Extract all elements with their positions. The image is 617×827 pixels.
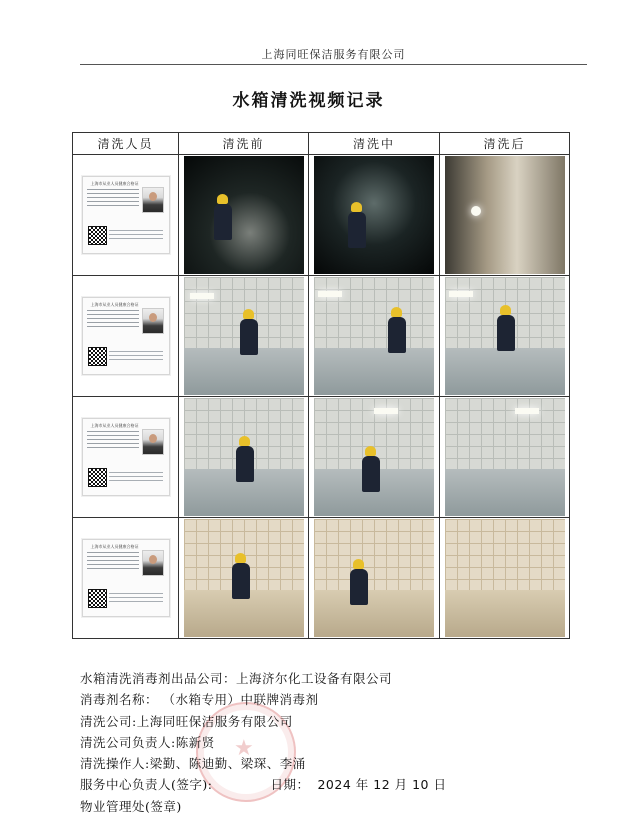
photo-cell-after — [440, 155, 570, 276]
photo-cell-during — [309, 276, 440, 397]
column-header-staff: 清洗人员 — [73, 133, 179, 155]
staff-cell — [73, 276, 179, 397]
record-date: 2024 年 12 月 10 日 — [317, 777, 447, 793]
date-label: 日期： — [270, 777, 310, 793]
photo-cell-during — [309, 518, 440, 639]
disinfectant-name: 消毒剂名称： （水箱专用）中联牌消毒剂 — [80, 692, 319, 708]
header-company: 上海同旺保洁服务有限公司 — [261, 48, 406, 61]
company-manager: 清洗公司负责人:陈新贤 — [80, 734, 215, 750]
tank-photo-before — [184, 519, 304, 637]
staff-cell — [73, 518, 179, 639]
qr-code-icon — [88, 468, 107, 487]
cleaning-record-table — [72, 132, 570, 639]
staff-portrait — [142, 429, 164, 455]
signature-label: 服务中心负责人(签字): — [80, 777, 213, 793]
tank-photo-during — [314, 519, 434, 637]
health-certificate-title: 上海市从业人员健康合格证 — [90, 302, 139, 307]
tank-photo-before — [184, 156, 304, 274]
cleaning-operators: 清洗操作人:梁勤、陈迪勤、梁琛、李涌 — [80, 756, 306, 772]
photo-cell-after — [440, 276, 570, 397]
property-office-stamp: 物业管理处(签章) — [80, 798, 182, 814]
photo-cell-after — [440, 518, 570, 639]
staff-portrait — [142, 550, 164, 576]
table-row — [73, 155, 570, 276]
table-row — [73, 276, 570, 397]
photo-cell-before — [179, 276, 309, 397]
photo-cell-during — [309, 397, 440, 518]
health-certificate-title: 上海市从业人员健康合格证 — [90, 181, 139, 186]
disinfectant-manufacturer: 水箱清洗消毒剂出品公司：上海济尔化工设备有限公司 — [80, 671, 393, 686]
table-header-row — [73, 133, 570, 155]
photo-cell-after — [440, 397, 570, 518]
photo-cell-before — [179, 397, 309, 518]
tank-photo-after — [445, 277, 565, 395]
qr-code-icon — [88, 347, 107, 366]
qr-code-icon — [88, 589, 107, 608]
tank-photo-during — [314, 277, 434, 395]
qr-code-icon — [88, 226, 107, 245]
service-manager-signature — [80, 774, 600, 795]
photo-cell-during — [309, 155, 440, 276]
tank-photo-after — [445, 519, 565, 637]
health-certificate-card — [82, 418, 170, 496]
staff-cell — [73, 155, 179, 276]
staff-portrait — [142, 187, 164, 213]
health-certificate-card — [82, 297, 170, 375]
header-divider — [80, 64, 587, 65]
tank-photo-during — [314, 398, 434, 516]
photo-cell-before — [179, 155, 309, 276]
staff-cell — [73, 397, 179, 518]
cleaning-company: 清洗公司:上海同旺保洁服务有限公司 — [80, 713, 293, 729]
tank-photo-after — [445, 156, 565, 274]
tank-photo-during — [314, 156, 434, 274]
column-header-during: 清洗中 — [309, 133, 440, 155]
record-info — [80, 668, 600, 817]
photo-cell-before — [179, 518, 309, 639]
staff-portrait — [142, 308, 164, 334]
health-certificate-title: 上海市从业人员健康合格证 — [90, 544, 139, 549]
health-certificate-card — [82, 176, 170, 254]
table-row — [73, 518, 570, 639]
tank-photo-before — [184, 277, 304, 395]
tank-photo-after — [445, 398, 565, 516]
column-header-after: 清洗后 — [440, 133, 570, 155]
health-certificate-card — [82, 539, 170, 617]
column-header-before: 清洗前 — [179, 133, 309, 155]
table-row — [73, 397, 570, 518]
health-certificate-title: 上海市从业人员健康合格证 — [90, 423, 139, 428]
tank-photo-before — [184, 398, 304, 516]
document-title: 水箱清洗视频记录 — [232, 91, 385, 111]
